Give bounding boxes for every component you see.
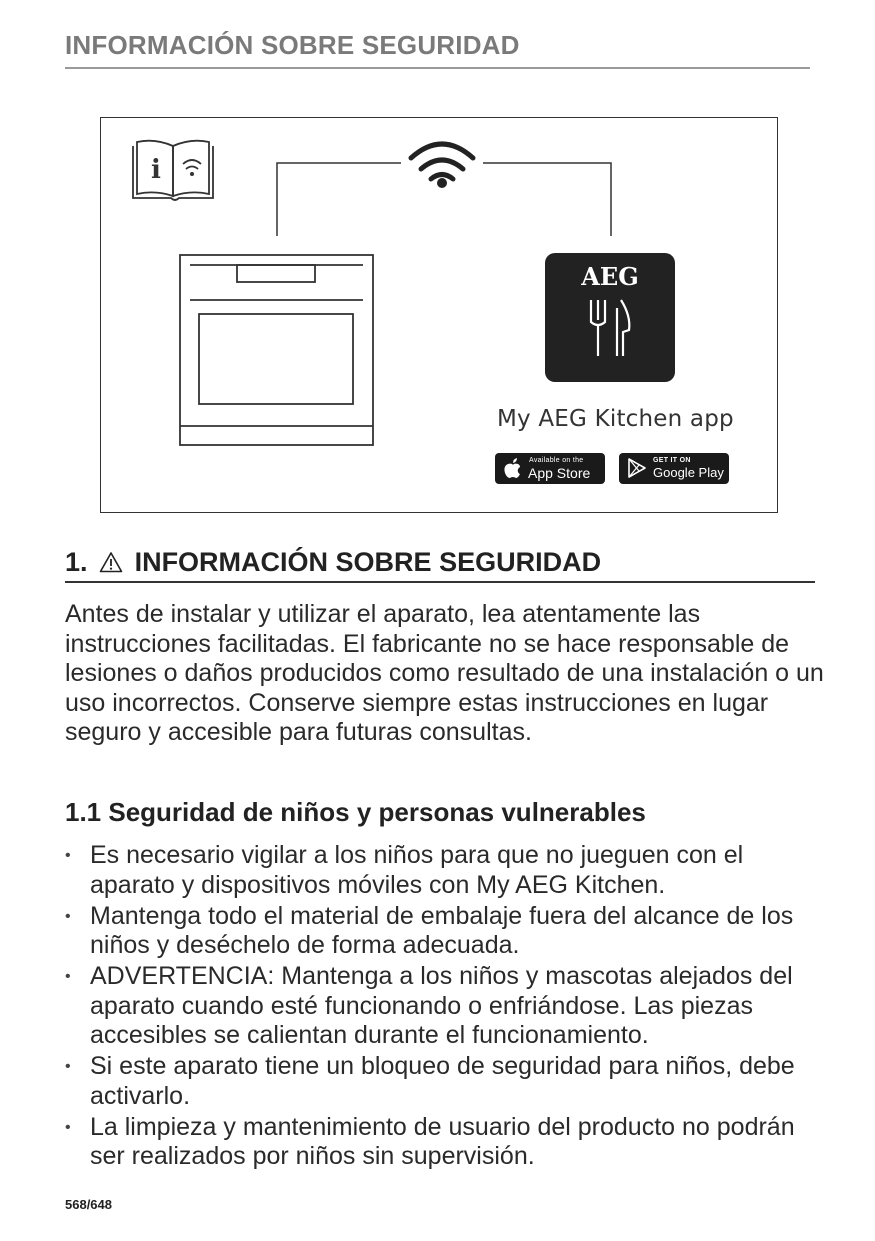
svg-text:AEG: AEG [581, 262, 639, 291]
list-item [65, 962, 825, 1051]
google-play-badge[interactable] [619, 453, 729, 484]
aeg-app-icon [545, 253, 675, 382]
bullet-icon: • [65, 1118, 71, 1136]
manual-info-wifi-icon [133, 141, 213, 200]
list-item-text: ADVERTENCIA: Mantenga a los niños y mascotas alejados del aparato cuando esté funcionando o enfriándose. Las piezas accesibles se calientan durante el funcionamiento. [90, 962, 793, 1049]
warning-triangle-icon [99, 551, 123, 573]
app-store-big-text: App Store [528, 465, 591, 481]
google-play-small-text: GET IT ON [653, 457, 691, 464]
safety-bullet-list [65, 841, 825, 1173]
subsection-heading: 1.1 Seguridad de niños y personas vulnerables [65, 797, 646, 827]
connectivity-figure [100, 117, 778, 513]
list-item [65, 1052, 825, 1111]
bullet-icon: • [65, 847, 71, 864]
list-item-text: Si este aparato tiene un bloqueo de seguridad para niños, debe activarlo. [90, 1052, 795, 1110]
google-play-big-text: Google Play [653, 465, 724, 480]
oven-icon [180, 255, 373, 445]
list-item-text: La limpieza y mantenimiento de usuario del producto no podrán ser realizados por niños sin supervisión. [90, 1112, 795, 1170]
section-title: INFORMACIÓN SOBRE SEGURIDAD [134, 547, 602, 577]
bullet-icon: • [65, 968, 71, 985]
intro-paragraph: Antes de instalar y utilizar el aparato, lea atentamente las instrucciones facilitadas. El fabricante no se hace responsable de lesiones o daños producidos como resultado de una instalación o un uso incorrectos. Conserve siempre estas instrucciones en lugar seguro y accesible para futuras consultas. [65, 600, 824, 746]
bullet-icon: • [65, 1058, 71, 1075]
page-header-title: INFORMACIÓN SOBRE SEGURIDAD [65, 30, 520, 60]
app-caption: My AEG Kitchen app [497, 406, 734, 432]
section-number: 1. [65, 547, 88, 577]
list-item [65, 841, 825, 900]
svg-text:i: i [151, 155, 161, 185]
list-item [65, 902, 825, 961]
header-divider [65, 67, 810, 69]
app-store-badge[interactable] [495, 453, 605, 484]
list-item-text: Mantenga todo el material de embalaje fuera del alcance de los niños y deséchelo de forma adecuada. [90, 901, 794, 959]
apple-icon [504, 458, 522, 478]
wifi-icon [411, 144, 473, 188]
app-store-small-text: Available on the [529, 457, 584, 464]
list-item [65, 1113, 825, 1172]
page-number: 568/648 [65, 1197, 112, 1212]
google-play-icon [628, 458, 646, 478]
bullet-icon: • [65, 907, 71, 925]
list-item-text: Es necesario vigilar a los niños para que no jueguen con el aparato y dispositivos móviles con My AEG Kitchen. [90, 841, 744, 899]
section-heading [65, 547, 601, 578]
section-divider [65, 581, 815, 583]
